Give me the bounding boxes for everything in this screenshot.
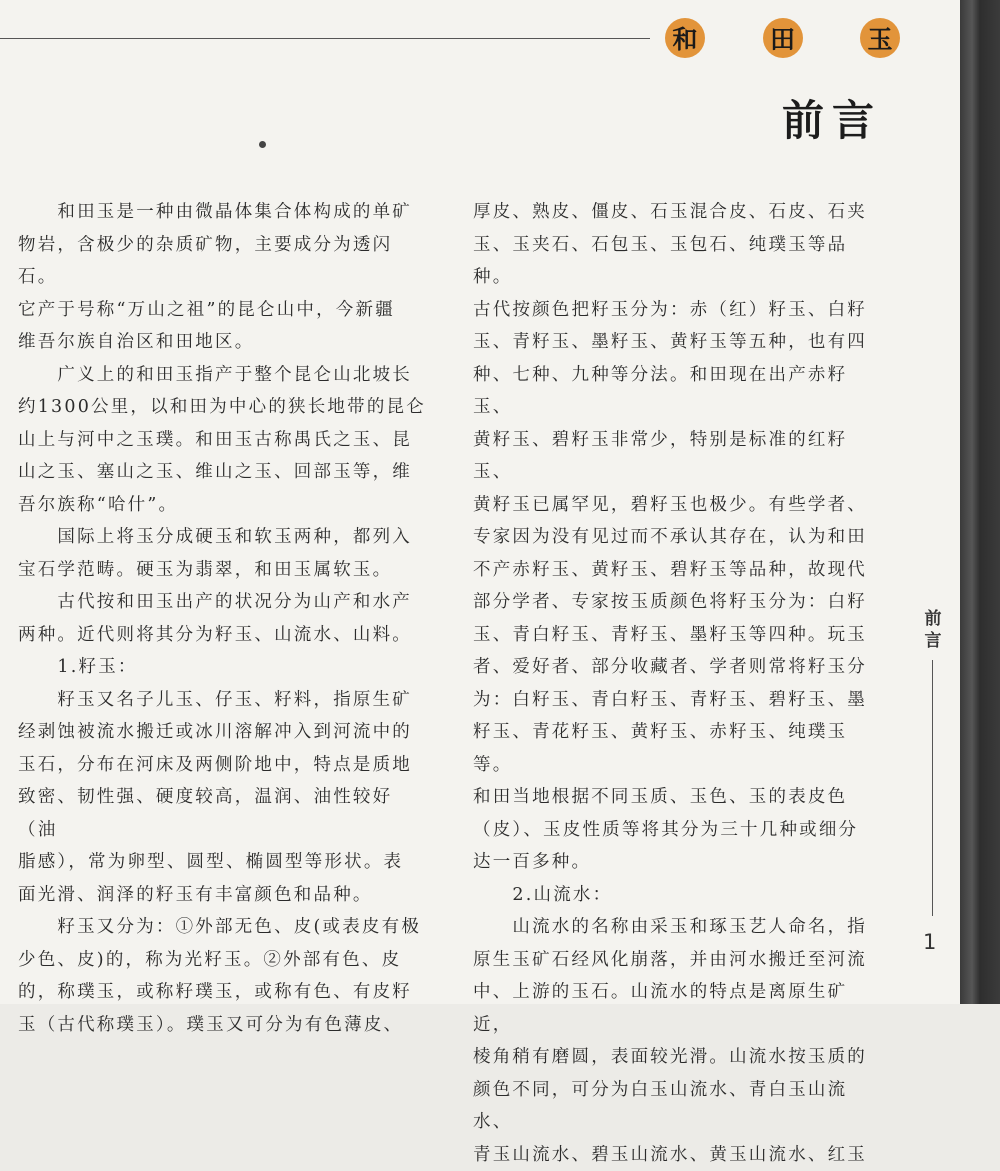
book-spine (960, 0, 1000, 1004)
text-line: 者、爱好者、部分收藏者、学者则常将籽玉分 (473, 651, 885, 684)
text-line: 维吾尔族自治区和田地区。 (18, 326, 430, 359)
text-line: 专家因为没有见过而不承认其存在，认为和田 (473, 521, 885, 554)
text-line: 和田当地根据不同玉质、玉色、玉的表皮色 (473, 781, 885, 814)
header-circle-he: 和 (665, 18, 705, 58)
header-rule (0, 38, 650, 39)
text-line: 经剥蚀被流水搬迁或冰川溶解冲入到河流中的 (18, 716, 430, 749)
side-label-char: 言 (922, 630, 944, 652)
text-line: 山之玉、塞山之玉、维山之玉、回部玉等，维 (18, 456, 430, 489)
text-line: 厚皮、熟皮、僵皮、石玉混合皮、石皮、石夹 (473, 196, 885, 229)
text-line: 玉、青白籽玉、青籽玉、墨籽玉等四种。玩玉 (473, 619, 885, 652)
text-line: 和田玉是一种由微晶体集合体构成的单矿 (18, 196, 430, 229)
text-line: 古代按和田玉出产的状况分为山产和水产 (18, 586, 430, 619)
text-line: 脂感），常为卵型、圆型、椭圆型等形状。表 (18, 846, 430, 879)
text-line: 不产赤籽玉、黄籽玉、碧籽玉等品种，故现代 (473, 554, 885, 587)
text-line: 黄籽玉、碧籽玉非常少，特别是标准的红籽玉、 (473, 424, 885, 489)
text-line: 玉石，分布在河床及两侧阶地中，特点是质地 (18, 749, 430, 782)
text-line: 种、七种、九种等分法。和田现在出产赤籽玉、 (473, 359, 885, 424)
text-line: 籽玉、青花籽玉、黄籽玉、赤籽玉、纯璞玉等。 (473, 716, 885, 781)
text-line: 玉、玉夹石、石包玉、玉包石、纯璞玉等品种。 (473, 229, 885, 294)
text-line: 为：白籽玉、青白籽玉、青籽玉、碧籽玉、墨 (473, 684, 885, 717)
side-rule (932, 660, 933, 916)
text-line: 面光滑、润泽的籽玉有丰富颜色和品种。 (18, 879, 430, 912)
text-line: 青玉山流水、碧玉山流水、黄玉山流水、红玉 (473, 1139, 885, 1171)
text-line: 1.籽玉： (18, 651, 430, 684)
ink-dot (259, 141, 266, 148)
text-line: 吾尔族称“哈什”。 (18, 489, 430, 522)
text-line: 广义上的和田玉指产于整个昆仑山北坡长 (18, 359, 430, 392)
header-circle-yu: 玉 (860, 18, 900, 58)
text-line: 山流水的名称由采玉和琢玉艺人命名，指 (473, 911, 885, 944)
right-text-column (473, 196, 885, 1171)
text-line: 玉、青籽玉、墨籽玉、黄籽玉等五种，也有四 (473, 326, 885, 359)
header-title-circles (665, 18, 900, 58)
text-line: 2.山流水： (473, 879, 885, 912)
text-line: （皮）、玉皮性质等将其分为三十几种或细分 (473, 814, 885, 847)
text-line: 中、上游的玉石。山流水的特点是离原生矿近， (473, 976, 885, 1041)
text-line: 达一百多种。 (473, 846, 885, 879)
text-line: 它产于号称“万山之祖”的昆仑山中，今新疆 (18, 294, 430, 327)
text-line: 宝石学范畴。硬玉为翡翠，和田玉属软玉。 (18, 554, 430, 587)
text-line: 约1300公里，以和田为中心的狭长地带的昆仑 (18, 391, 430, 424)
text-line: 棱角稍有磨圆，表面较光滑。山流水按玉质的 (473, 1041, 885, 1074)
text-line: 玉（古代称璞玉）。璞玉又可分为有色薄皮、 (18, 1009, 430, 1042)
text-line: 部分学者、专家按玉质颜色将籽玉分为：白籽 (473, 586, 885, 619)
page-title: 前言 (782, 88, 882, 148)
header-circle-tian: 田 (763, 18, 803, 58)
text-line: 致密、韧性强、硬度较高，温润、油性较好（油 (18, 781, 430, 846)
left-text-column (18, 196, 430, 1041)
text-line: 物岩，含极少的杂质矿物，主要成分为透闪石。 (18, 229, 430, 294)
text-line: 少色、皮)的，称为光籽玉。②外部有色、皮 (18, 944, 430, 977)
text-line: 山上与河中之玉璞。和田玉古称禺氏之玉、昆 (18, 424, 430, 457)
text-line: 的，称璞玉，或称籽璞玉，或称有色、有皮籽 (18, 976, 430, 1009)
text-line: 颜色不同，可分为白玉山流水、青白玉山流水、 (473, 1074, 885, 1139)
text-line: 黄籽玉已属罕见，碧籽玉也极少。有些学者、 (473, 489, 885, 522)
text-line: 籽玉又分为：①外部无色、皮(或表皮有极 (18, 911, 430, 944)
side-section-label (922, 608, 944, 652)
side-label-char: 前 (922, 608, 944, 630)
text-line: 籽玉又名子儿玉、仔玉、籽料，指原生矿 (18, 684, 430, 717)
page-number: 1 (923, 930, 936, 954)
text-line: 古代按颜色把籽玉分为：赤（红）籽玉、白籽 (473, 294, 885, 327)
text-line: 原生玉矿石经风化崩落，并由河水搬迁至河流 (473, 944, 885, 977)
text-line: 两种。近代则将其分为籽玉、山流水、山料。 (18, 619, 430, 652)
text-line: 国际上将玉分成硬玉和软玉两种，都列入 (18, 521, 430, 554)
